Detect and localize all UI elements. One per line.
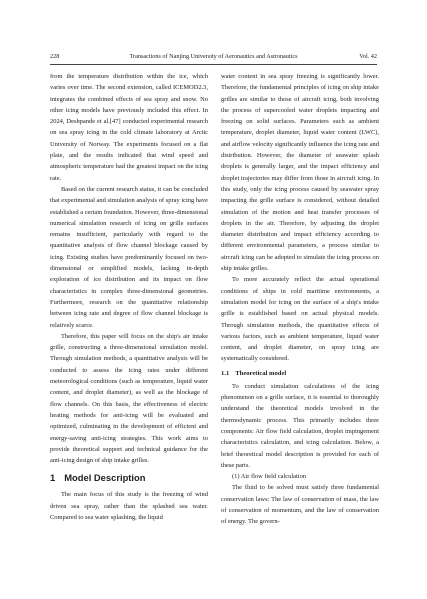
section-number: 1 [50,472,56,484]
paragraph: Based on the current research status, it can be concluded that experimental and simulation analysis of spray icing have established a certain foundation. However, three-dimensional numerical simulation research of icing on grille surfaces remains insufficient, particularly with regard to the quantitative analysis of flow channel blockage caused by icing. Existing studies have predominantly focused on two-dimensional or simplified models, lacking in-depth exploration of ice distribution and its impact on flow characteristics in complex three-dimensional geometries. Furthermore, research on the quantitative relationship between icing rate and degree of flow channel blockage is relatively scarce. [50,185,208,329]
paragraph: To more accurately reflect the actual operational conditions of ships in cold maritime environments, a simulation model for icing on the surface of a ship's intake grille is established based on actual physical models. Through simulation methods, the quantitative effects of various factors, such as ambient temperature, liquid water content, and droplet diameter, on spray icing are systematically considered. [221,276,379,363]
subsection-label: (1) Air flow field calculation [232,473,307,481]
subsection-title: Theoretical model [235,369,287,377]
left-column [50,71,208,523]
page-number: 228 [50,53,60,60]
running-header [50,51,377,63]
paragraph: To conduct simulation calculations of the icing phenomenon on a grille surface, it is essential to thoroughly understand the theoretical models involved in the thermodynamic process. This primarily includes three components: Air flow field calculation, droplet impingement characteristics calculation, and icing calculation. Below, a brief theoretical model description is provided for each of these parts. [221,382,379,469]
section-heading [50,471,208,485]
section-title: Model Description [64,472,146,484]
right-column [221,71,379,528]
paragraph: Therefore, this paper will focus on the ship's air intake grille, constructing a three-dimensional simulation model. Through simulation methods, a quantitative analysis will be conducted to assess the icing rates under different meteorological conditions (such as temperature, liquid water content, and droplet diameter), as well as the blockage of flow channels. On this basis, the effectiveness of electric heating methods for anti-icing will be evaluated and optimized, culminating in the development of efficient and energy-saving anti-icing strategies. This work aims to provide theoretical support and technical guidance for the anti-icing design of ship intake grilles. [50,332,208,465]
journal-title: Transactions of Nanjing University of Aeronautics and Astronautics [129,53,298,60]
paragraph: The fluid to be solved must satisfy three fundamental conservation laws: The law of conservation of mass, the law of conservation of momentum, and the law of conservation of energy. The govern- [221,484,379,526]
subsection-heading [221,368,379,379]
paragraph: The main focus of this study is the freezing of wind driven sea spray, rather than the splashed sea water. Compared to sea water splashing, the liquid [50,491,208,521]
volume-label: Vol. 42 [359,53,377,60]
paragraph: water content in sea spray freezing is significantly lower. Therefore, the fundamental principles of icing on ship intake grilles are similar to those of aircraft icing, both involving the process of supercooled water droplets impacting and freezing on solid surfaces. Parameters such as ambient temperature, droplet diameter, liquid water content (LWC), and airflow velocity significantly influence the icing rate and distribution. However, the diameter of seawater splash droplets is generally larger, and the impact efficiency and droplet trajectories may differ from those in aircraft icing. In this study, only the icing process caused by seawater spray impacting the grille surface is considered, without detailed simulation of the motion and heat transfer processes of droplets in the air. Therefore, by adjusting the droplet diameter distribution and impact efficiency according to different environmental parameters, a process similar to aircraft icing can be adopted to simulate the icing process on ship intake grilles. [221,73,379,273]
subsection-number: 1.1 [221,369,230,377]
header-rule [50,64,377,65]
paragraph: from the temperature distribution within the ice, which varies over time. The second extension, called ICEMOD2.3, integrates the combined effects of sea spray and snow. No other icing models have previously included this effect. In 2024, Deshpande et al.[47] conducted experimental research on sea spray icing in the cold climate laboratory at Arctic University of Norway. The experiments focused on a flat plate, and the results indicated that wind speed and atmospheric temperature had the greatest impact on the icing rate. [50,73,208,182]
